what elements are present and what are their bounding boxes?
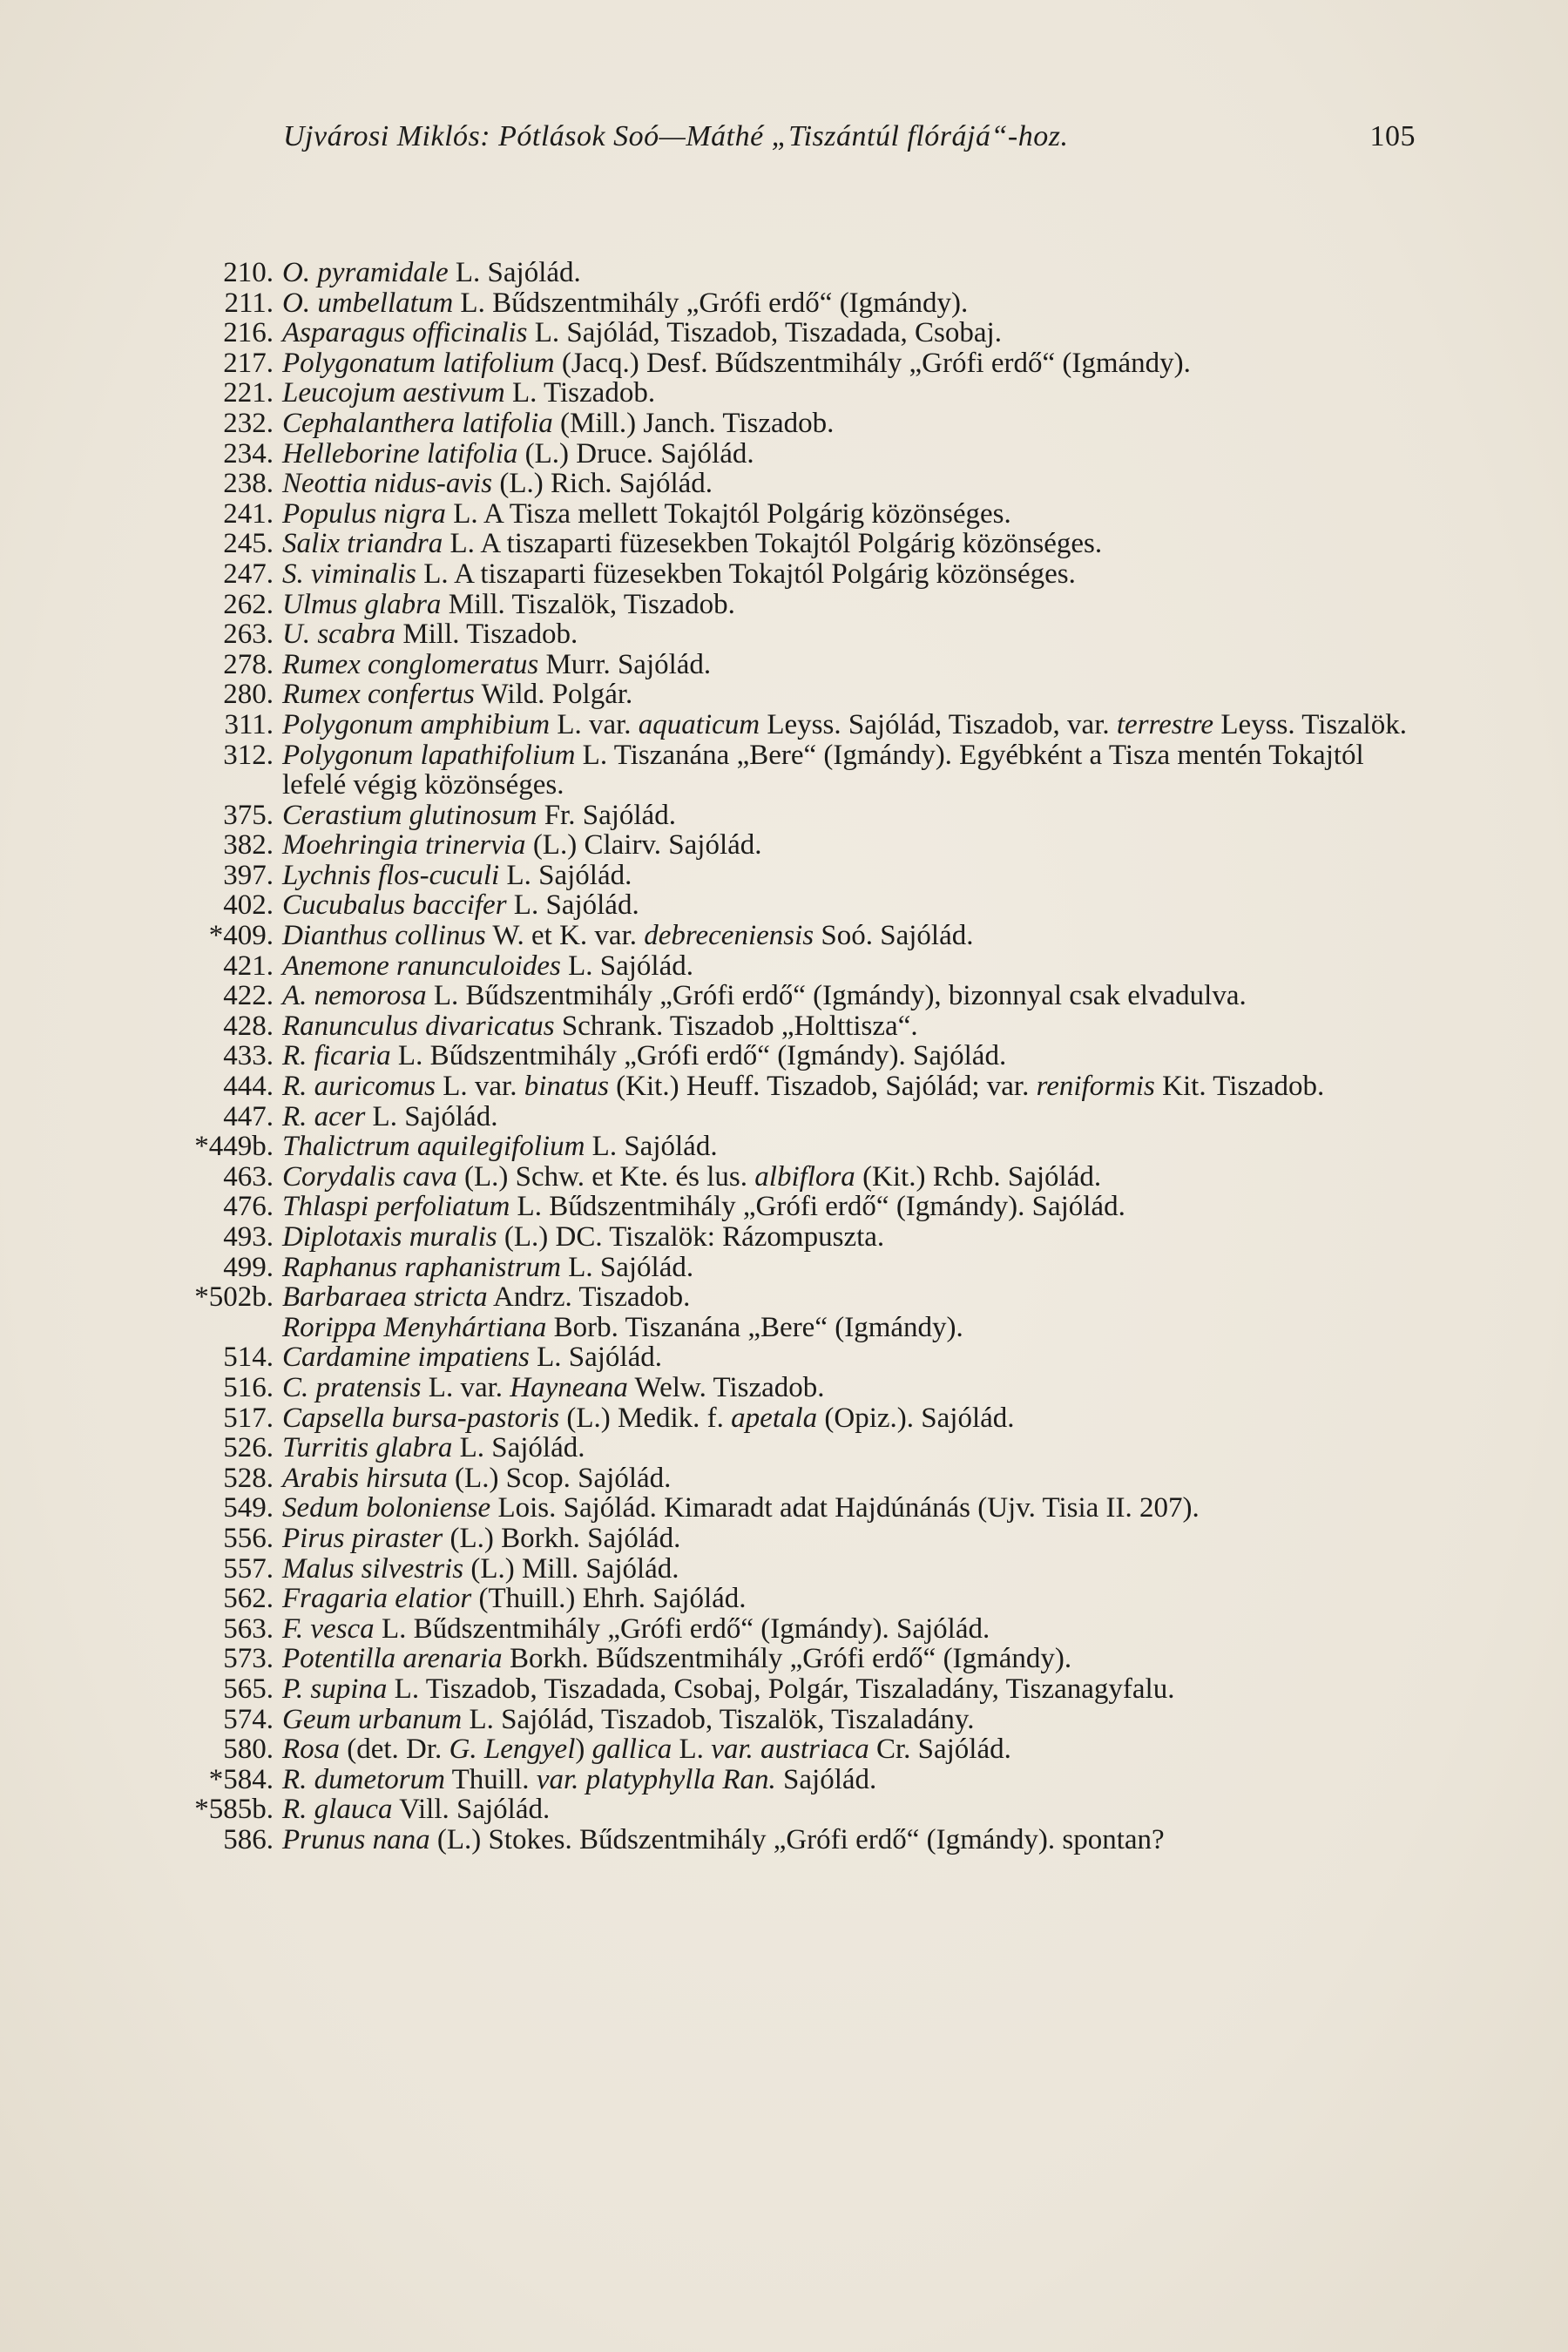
entry-number: 216. <box>223 317 274 349</box>
species-name: Sedum boloniense <box>282 1492 491 1524</box>
entry-detail: (L.) Scop. Sajólád. <box>447 1462 672 1494</box>
species-name: Moehringia trinervia <box>282 829 526 862</box>
species-name: Ulmus glabra <box>282 588 442 620</box>
species-name: Diplotaxis muralis <box>282 1221 497 1253</box>
species-name: binatus <box>524 1071 609 1103</box>
entry-text <box>282 258 1420 288</box>
list-item <box>157 740 1420 801</box>
entry-detail: Borb. Tiszanána „Bere“ (Igmándy). <box>546 1311 963 1343</box>
entry-number: 312. <box>223 739 274 771</box>
entry-text <box>282 1011 1420 1042</box>
list-item <box>157 1162 1420 1193</box>
species-name: Polygonatum latifolium <box>282 347 555 379</box>
species-name: F. vesca <box>282 1612 375 1645</box>
list-item <box>157 650 1420 680</box>
entry-text <box>282 1584 1420 1614</box>
entry-detail: Murr. Sajólád. <box>538 648 712 680</box>
entry-text <box>282 1162 1420 1193</box>
species-name: Rorippa Menyhártiana <box>282 1311 547 1343</box>
entry-detail: (L.) Schw. et Kte. és lus. <box>456 1160 755 1193</box>
species-name: Turritis glabra <box>282 1432 453 1464</box>
entry-detail: L. <box>672 1734 712 1766</box>
entry-detail: Fr. Sajólád. <box>537 799 676 831</box>
entry-number: 217. <box>223 347 274 379</box>
entry-text <box>282 1403 1420 1434</box>
entry-number: 382. <box>223 829 274 862</box>
species-name: Rumex confertus <box>282 679 475 711</box>
entry-text <box>282 1282 1420 1313</box>
species-name: Arabis hirsuta <box>282 1462 448 1494</box>
entry-detail: (Mill.) Janch. Tiszadob. <box>552 407 835 439</box>
list-item <box>157 1463 1420 1494</box>
species-name: R. acer <box>282 1100 366 1132</box>
species-name: Capsella bursa-pastoris <box>282 1402 560 1434</box>
entry-detail: L. Sajólád. <box>560 950 694 982</box>
entry-detail: (L.) Clairv. Sajólád. <box>525 829 762 862</box>
list-item <box>157 1313 1420 1343</box>
entry-number: 493. <box>223 1221 274 1253</box>
entry-detail: Soó. Sajólád. <box>814 920 974 952</box>
species-name: debreceniensis <box>644 920 814 952</box>
species-name: O. umbellatum <box>282 287 454 319</box>
entry-number: 210. <box>223 257 274 288</box>
entry-number: 232. <box>223 407 274 439</box>
entry-text <box>282 830 1420 861</box>
species-name: Pirus piraster <box>282 1522 443 1554</box>
list-item <box>157 409 1420 439</box>
species-name: Corydalis cava <box>282 1160 457 1193</box>
entry-number: 238. <box>223 468 274 500</box>
entry-text <box>282 1342 1420 1373</box>
entry-detail: Cr. Sajólád. <box>868 1734 1011 1766</box>
entry-number: 517. <box>223 1402 274 1434</box>
entry-text <box>282 318 1420 348</box>
entry-text <box>282 710 1420 740</box>
entry-text <box>282 1614 1420 1645</box>
entry-detail: L. A Tisza mellett Tokajtól Polgárig közönséges. <box>445 497 1011 530</box>
entry-number: 433. <box>223 1040 274 1072</box>
entry-text <box>282 679 1420 710</box>
species-name: Rumex conglomeratus <box>282 648 539 680</box>
entry-text <box>282 1734 1420 1765</box>
entry-text <box>282 861 1420 891</box>
entry-detail: Lois. Sajólád. Kimaradt adat Hajdúnánás (Ujv. Tisia II. 207). <box>490 1492 1200 1524</box>
list-item <box>157 1403 1420 1434</box>
entry-number: 241. <box>223 497 274 530</box>
list-item <box>157 1765 1420 1795</box>
entry-number: 278. <box>223 648 274 680</box>
list-item <box>157 258 1420 288</box>
entry-number: *502b. <box>194 1281 274 1314</box>
entry-detail: L. Bűdszentmihály „Grófi erdő“ (Igmándy). Sajólád. <box>510 1191 1125 1223</box>
entry-detail: Vill. Sajólád. <box>392 1794 551 1826</box>
list-item <box>157 1011 1420 1042</box>
entry-detail: L. var. <box>436 1071 524 1103</box>
entry-detail: L. Sajólád. <box>506 889 639 922</box>
entry-detail: L. Bűdszentmihály „Grófi erdő“ (Igmándy), bizonnyal csak elvadulva. <box>426 980 1247 1012</box>
entry-number: 574. <box>223 1703 274 1735</box>
entry-number: 447. <box>223 1100 274 1132</box>
entry-detail: Mill. Tiszalök, Tiszadob. <box>441 588 735 620</box>
list-item <box>157 981 1420 1011</box>
species-name: Prunus nana <box>282 1823 430 1855</box>
entry-number: 444. <box>223 1071 274 1103</box>
entry-detail: (Jacq.) Desf. Bűdszentmihály „Grófi erdő“ (Igmándy). <box>554 347 1191 379</box>
entry-text <box>282 529 1420 559</box>
species-name: Cephalanthera latifolia <box>282 407 553 439</box>
list-item <box>157 1644 1420 1674</box>
entry-detail: L. A tiszaparti füzesekben Tokajtól Polgárig közönséges. <box>416 558 1076 590</box>
species-name: terrestre <box>1116 708 1214 740</box>
entry-detail: (Thuill.) Ehrh. Sajólád. <box>471 1583 747 1615</box>
entry-detail: L. Bűdszentmihály „Grófi erdő“ (Igmándy). Sajólád. <box>390 1040 1007 1072</box>
species-name: P. supina <box>282 1673 388 1705</box>
entry-text <box>282 619 1420 650</box>
species-name: Cucubalus baccifer <box>282 889 507 922</box>
entry-detail: (L.) DC. Tiszalök: Rázompuszta. <box>497 1221 885 1253</box>
entry-text <box>282 1373 1420 1403</box>
entry-text <box>282 951 1420 982</box>
entry-text <box>282 1222 1420 1253</box>
list-item <box>157 529 1420 559</box>
entry-detail: (L.) Stokes. Bűdszentmihály „Grófi erdő“ (Igmándy). spontan? <box>429 1823 1165 1855</box>
species-name: Potentilla arenaria <box>282 1643 503 1675</box>
list-item <box>157 288 1420 319</box>
entry-detail: L. Tiszadob, Tiszadada, Csobaj, Polgár, Tiszaladány, Tiszanagyfalu. <box>387 1673 1175 1705</box>
entry-text <box>282 590 1420 620</box>
entry-detail: L. Tiszadob. <box>504 377 656 409</box>
entry-text <box>282 650 1420 680</box>
list-item <box>157 1584 1420 1614</box>
page-header <box>283 120 1416 162</box>
entry-text <box>282 921 1420 951</box>
entry-number: 211. <box>224 287 274 319</box>
entry-detail: L. Sajólád. <box>499 859 632 891</box>
species-name: Barbaraea stricta <box>282 1281 488 1314</box>
entry-detail: L. Bűdszentmihály „Grófi erdő“ (Igmándy). Sajólád. <box>374 1612 990 1645</box>
entry-number: 428. <box>223 1010 274 1042</box>
species-name: Thlaspi perfoliatum <box>282 1191 510 1223</box>
list-item <box>157 801 1420 831</box>
entry-number: 463. <box>223 1160 274 1193</box>
list-item <box>157 951 1420 982</box>
list-item <box>157 1433 1420 1463</box>
entry-number: 549. <box>223 1492 274 1524</box>
list-item <box>157 1705 1420 1735</box>
entry-text <box>282 1644 1420 1674</box>
species-name: Ranunculus divaricatus <box>282 1010 555 1042</box>
entry-number: 247. <box>223 558 274 590</box>
entry-detail: Welw. Tiszadob. <box>627 1371 825 1403</box>
list-item <box>157 1524 1420 1554</box>
species-name: R. auricomus <box>282 1071 436 1103</box>
entry-number: 245. <box>223 528 274 560</box>
entry-text <box>282 1794 1420 1825</box>
entry-number: 526. <box>223 1432 274 1464</box>
species-name: Geum urbanum <box>282 1703 463 1735</box>
entry-detail: Borkh. Bűdszentmihály „Grófi erdő“ (Igmándy). <box>502 1643 1072 1675</box>
entry-detail: L. Sajólád, Tiszadob, Tiszalök, Tiszaladány. <box>462 1703 975 1735</box>
list-item <box>157 559 1420 590</box>
list-item <box>157 590 1420 620</box>
entry-detail: (L.) Druce. Sajólád. <box>517 437 754 470</box>
list-item <box>157 499 1420 530</box>
entry-number: 375. <box>223 799 274 831</box>
species-name: reniformis <box>1036 1071 1155 1103</box>
entry-number: 263. <box>223 618 274 651</box>
list-item <box>157 348 1420 379</box>
list-item <box>157 1282 1420 1313</box>
entry-text <box>282 1132 1420 1162</box>
list-item <box>157 861 1420 891</box>
species-name: Thalictrum aquilegifolium <box>282 1131 585 1163</box>
entry-detail: L. Tiszanána „Bere“ (Igmándy). Egyébként a Tisza mentén Tokajtól lefelé végig közönséges. <box>282 739 1364 801</box>
species-name: O. pyramidale <box>282 257 449 288</box>
list-item <box>157 890 1420 921</box>
entry-text <box>282 1192 1420 1222</box>
entry-detail: L. Sajólád. <box>585 1131 718 1163</box>
entry-text <box>282 1463 1420 1494</box>
species-name: Polygonum amphibium <box>282 708 551 740</box>
species-name: var. platyphylla Ran. <box>536 1763 776 1795</box>
list-item <box>157 1794 1420 1825</box>
entry-text <box>282 409 1420 439</box>
entry-text <box>282 439 1420 470</box>
entry-detail: (Kit.) Rchb. Sajólád. <box>855 1160 1102 1193</box>
entry-number: *585b. <box>194 1794 274 1826</box>
entry-detail: Sajólád. <box>775 1763 877 1795</box>
list-item <box>157 830 1420 861</box>
entry-text <box>282 1253 1420 1283</box>
list-item <box>157 439 1420 470</box>
species-name: albiflora <box>754 1160 855 1193</box>
species-name: U. scabra <box>282 618 396 651</box>
entry-text <box>282 1765 1420 1795</box>
entry-number: 422. <box>223 980 274 1012</box>
entry-text <box>282 1674 1420 1705</box>
entry-detail: Schrank. Tiszadob „Holttisza“. <box>554 1010 918 1042</box>
entry-number: 562. <box>223 1583 274 1615</box>
entry-text <box>282 1554 1420 1585</box>
entry-text <box>282 1524 1420 1554</box>
species-name: R. dumetorum <box>282 1763 445 1795</box>
running-title: Ujvárosi Miklós: Pótlások Soó—Máthé „Tiszántúl flórájá“-hoz. <box>283 120 1069 152</box>
entry-text <box>282 1705 1420 1735</box>
entry-detail: Leyss. Sajólád, Tiszadob, var. <box>760 708 1117 740</box>
entry-detail: L. Sajólád. <box>365 1100 498 1132</box>
list-item <box>157 1342 1420 1373</box>
species-name: apetala <box>731 1402 818 1434</box>
species-name: Leucojum aestivum <box>282 377 505 409</box>
entry-number: 516. <box>223 1371 274 1403</box>
species-name: Rosa <box>282 1734 340 1766</box>
entry-number: 402. <box>223 889 274 922</box>
species-name: Cardamine impatiens <box>282 1342 530 1374</box>
entry-detail: L. Sajólád. <box>560 1251 694 1283</box>
species-name: Malus silvestris <box>282 1552 464 1585</box>
entry-text <box>282 559 1420 590</box>
entry-detail: (L.) Rich. Sajólád. <box>492 468 713 500</box>
entry-number: 580. <box>223 1734 274 1766</box>
list-item <box>157 1825 1420 1855</box>
entry-detail: L. var. <box>550 708 639 740</box>
entry-text <box>282 378 1420 409</box>
entry-text <box>282 1313 1420 1343</box>
entry-detail: (Kit.) Heuff. Tiszadob, Sajólád; var. <box>608 1071 1037 1103</box>
species-name: var. austriaca <box>711 1734 869 1766</box>
entry-text <box>282 1825 1420 1855</box>
entry-number: 280. <box>223 679 274 711</box>
species-name: G. Lengyel <box>449 1734 576 1766</box>
entry-detail: (L.) Mill. Sajólád. <box>463 1552 679 1585</box>
entry-detail: Thuill. <box>444 1763 537 1795</box>
entry-detail: L. Sajólád. <box>529 1342 663 1374</box>
species-name: gallica <box>591 1734 672 1766</box>
entry-detail: Leyss. Tiszalök. <box>1213 708 1407 740</box>
list-item <box>157 1102 1420 1132</box>
species-name: Helleborine latifolia <box>282 437 518 470</box>
species-name: Populus nigra <box>282 497 446 530</box>
entry-text <box>282 1433 1420 1463</box>
species-name: S. viminalis <box>282 558 416 590</box>
list-item <box>157 710 1420 740</box>
list-item <box>157 378 1420 409</box>
entry-number: 476. <box>223 1191 274 1223</box>
entry-number: 311. <box>224 708 274 740</box>
species-name: Raphanus raphanistrum <box>282 1251 561 1283</box>
species-name: Lychnis flos-cuculi <box>282 859 500 891</box>
entry-text <box>282 801 1420 831</box>
species-name: aquaticum <box>638 708 760 740</box>
entry-detail: W. et K. var. <box>485 920 645 952</box>
entry-text <box>282 499 1420 530</box>
list-item <box>157 1493 1420 1524</box>
list-item <box>157 1222 1420 1253</box>
entry-detail: L. var. <box>421 1371 510 1403</box>
list-item <box>157 619 1420 650</box>
entry-text <box>282 1493 1420 1524</box>
entry-number: 586. <box>223 1823 274 1855</box>
list-item <box>157 1734 1420 1765</box>
species-name: A. nemorosa <box>282 980 427 1012</box>
entry-number: *409. <box>208 920 274 952</box>
entry-detail: Kit. Tiszadob. <box>1154 1071 1325 1103</box>
entry-detail: L. Sajólád, Tiszadob, Tiszadada, Csobaj. <box>527 317 1002 349</box>
species-name: Neottia nidus-avis <box>282 468 493 500</box>
species-name: Salix triandra <box>282 528 443 560</box>
entry-text <box>282 469 1420 499</box>
species-name: Fragaria elatior <box>282 1583 472 1615</box>
list-item <box>157 318 1420 348</box>
entry-detail: ) <box>575 1734 592 1766</box>
species-name: R. glauca <box>282 1794 393 1826</box>
species-name: R. ficaria <box>282 1040 391 1072</box>
species-name: Asparagus officinalis <box>282 317 528 349</box>
entry-text <box>282 348 1420 379</box>
entry-number: *584. <box>208 1763 274 1795</box>
entry-number: 234. <box>223 437 274 470</box>
entry-number: 528. <box>223 1462 274 1494</box>
list-item <box>157 679 1420 710</box>
species-name: Anemone ranunculoides <box>282 950 561 982</box>
list-item <box>157 921 1420 951</box>
entry-number: *449b. <box>194 1131 274 1163</box>
entry-detail: Wild. Polgár. <box>474 679 633 711</box>
species-name: Hayneana <box>510 1371 628 1403</box>
page-number: 105 <box>1369 120 1416 152</box>
entry-number: 556. <box>223 1522 274 1554</box>
list-item <box>157 1614 1420 1645</box>
entry-text <box>282 890 1420 921</box>
entry-number: 565. <box>223 1673 274 1705</box>
entry-detail: (det. Dr. <box>340 1734 449 1766</box>
list-item <box>157 1041 1420 1071</box>
list-item <box>157 1132 1420 1162</box>
entry-text <box>282 1041 1420 1071</box>
list-item <box>157 1071 1420 1102</box>
species-name: Dianthus collinus <box>282 920 486 952</box>
list-item <box>157 1192 1420 1222</box>
entry-detail: L. A tiszaparti füzesekben Tokajtól Polgárig közönséges. <box>443 528 1103 560</box>
list-item <box>157 1554 1420 1585</box>
entry-detail: (L.) Borkh. Sajólád. <box>443 1522 681 1554</box>
entry-detail: Mill. Tiszadob. <box>395 618 578 651</box>
species-name: Polygonum lapathifolium <box>282 739 576 771</box>
entry-number: 262. <box>223 588 274 620</box>
entry-number: 514. <box>223 1342 274 1374</box>
list-item <box>157 1674 1420 1705</box>
entry-detail: L. Sajólád. <box>452 1432 585 1464</box>
entry-detail: (Opiz.). Sajólád. <box>817 1402 1015 1434</box>
entry-text <box>282 1071 1420 1102</box>
entry-number: 499. <box>223 1251 274 1283</box>
entry-number: 421. <box>223 950 274 982</box>
entry-detail: Andrz. Tiszadob. <box>487 1281 691 1314</box>
entry-text <box>282 1102 1420 1132</box>
entry-detail: (L.) Medik. f. <box>559 1402 732 1434</box>
entry-number: 397. <box>223 859 274 891</box>
entry-number: 557. <box>223 1552 274 1585</box>
list-item <box>157 1253 1420 1283</box>
species-list <box>157 258 1420 1855</box>
entry-number: 573. <box>223 1643 274 1675</box>
species-name: Cerastium glutinosum <box>282 799 537 831</box>
list-item <box>157 1373 1420 1403</box>
species-name: C. pratensis <box>282 1371 422 1403</box>
entry-number: 221. <box>223 377 274 409</box>
entry-detail: L. Bűdszentmihály „Grófi erdő“ (Igmándy). <box>453 287 969 319</box>
entry-text <box>282 981 1420 1011</box>
entry-text <box>282 740 1420 801</box>
entry-text <box>282 288 1420 319</box>
entry-detail: L. Sajólád. <box>448 257 581 288</box>
list-item <box>157 469 1420 499</box>
entry-number: 563. <box>223 1612 274 1645</box>
